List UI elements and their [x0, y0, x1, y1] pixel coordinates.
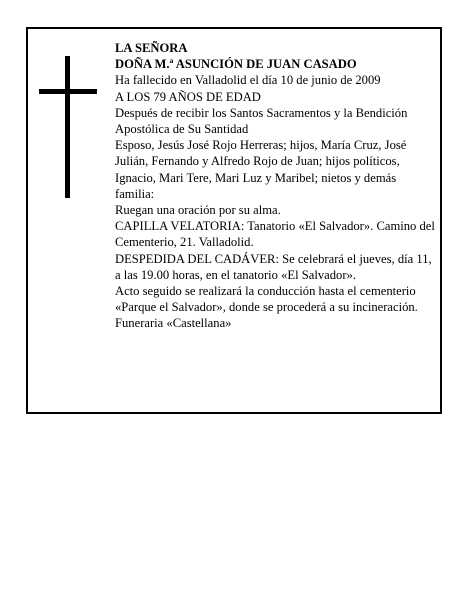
family-paragraph: Esposo, Jesús José Rojo Herreras; hijos, María Cruz, José Julián, Fernando y Alfredo Rojo de Juan; hijos políticos, Ignacio, Mari Tere, Mari Luz y Maribel; nietos y demás familia: [115, 138, 407, 201]
prayer-request: Ruegan una oración por su alma. [115, 203, 281, 218]
cross-icon [39, 56, 97, 198]
farewell-paragraph: DESPEDIDA DEL CADÁVER: Se celebrará el jueves, día 11, a las 19.00 horas, en el tanatorio «El Salvador». [115, 251, 432, 282]
notice-text-block [115, 40, 435, 332]
age-line: A LOS 79 AÑOS DE EDAD [115, 89, 261, 104]
chapel-paragraph: CAPILLA VELATORIA: Tanatorio «El Salvador». Camino del Cementerio, 21. Valladolid. [115, 219, 435, 250]
funeral-home: Funeraria «Castellana» [115, 316, 232, 331]
death-date-line: Ha fallecido en Valladolid el día 10 de junio de 2009 [115, 73, 381, 88]
cross-horizontal-bar [39, 89, 97, 94]
deceased-name: DOÑA M.ª ASUNCIÓN DE JUAN CASADO [115, 57, 357, 72]
notice-title: LA SEÑORA [115, 41, 188, 55]
cross-vertical-bar [65, 56, 70, 198]
sacraments-paragraph: Después de recibir los Santos Sacramentos y la Bendición Apostólica de Su Santidad [115, 105, 408, 137]
obituary-notice [26, 27, 442, 414]
procession-paragraph: Acto seguido se realizará la conducción hasta el cementerio «Parque el Salvador», donde se procederá a su incineración. [115, 284, 418, 315]
